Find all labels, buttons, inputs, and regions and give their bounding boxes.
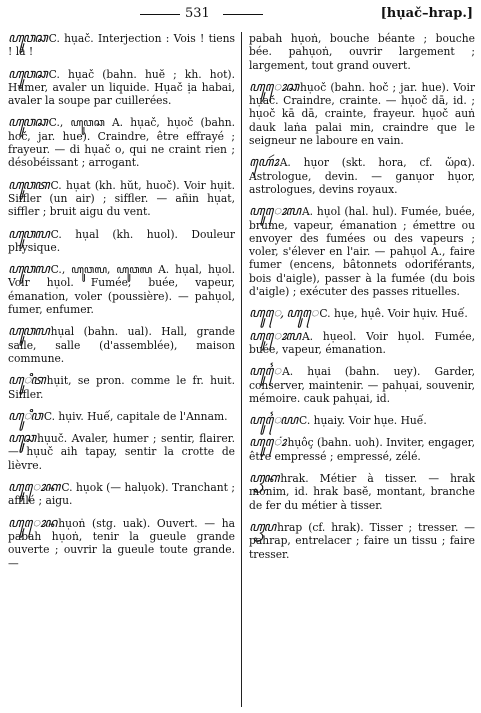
entry-text: C. hụiv. Huế, capitale de l'Annam.: [43, 409, 228, 423]
script-glyph: ꦲꦸꦶꦠ: [8, 373, 45, 389]
script-glyph: ꦲꦸꦮꦕ: [8, 115, 47, 131]
dictionary-entry: [249, 330, 475, 357]
entry-text: C., ꦲꦸꦮꦭ, ꦲꦸꦮꦭ A. hụal, hụol. Voir hụol. Fumée, buée, vapeur, émanation, voler (poussière). — pahụol, fumer, enfumer.: [8, 263, 235, 317]
entry-text: A. hụeol. Voir hụol. Fumée, buée, vapeur, émanation.: [249, 329, 475, 356]
entry-text: C. hụač (bahn. huĕ ; kh. hot). Humer, avaler un liquide. Hụač ịa habai, avaler la soupe par cuillerées.: [8, 67, 235, 108]
header-rule-right: [223, 14, 263, 15]
entry-text: hụuč. Avaler, humer ; sentir, flairer. — hụuč aih tapay, sentir la crotte de lièvre.: [8, 432, 235, 472]
page-number: 531: [185, 6, 210, 21]
dictionary-entry: [249, 205, 475, 298]
script-glyph: ꦲꦸꦮꦠ: [8, 177, 49, 193]
dictionary-entry: [8, 432, 235, 472]
script-glyph: ꦲꦸꦺꦴꦏ: [8, 480, 60, 496]
entry-text: hụoč (bahn. hoč ; jar. hue). Voir hụač. Craindre, crainte. — hụoč dā, id. ; hụoč kā dā, crainte, frayeur. hụoč auṅ dauk laṅa palai min, craindre que le seigneur ne laboure en vain.: [249, 80, 475, 148]
entry-text: hụoṅ (stg. uak). Ouvert. — ha pabah hụoṅ, tenir la gueule grande ouverte ; ouvrir la gueule toute grande. —: [8, 516, 235, 570]
script-glyph: ꦲꦸꦮꦭ: [8, 324, 49, 340]
dictionary-entry: [249, 32, 475, 72]
dictionary-entry: [249, 156, 475, 196]
entry-text: C., ꦲꦸꦮꦕ A. hụač, hụoč (bahn. hoč, jar. hue). Craindre, être effrayé ; frayeur. — di hụač o, qui ne craint rien ; désobéissant ; arrogant.: [8, 116, 235, 170]
right-column: [249, 32, 475, 570]
script-glyph: ꦲꦽꦥ: [249, 519, 276, 535]
dictionary-entry: [249, 365, 475, 405]
script-glyph: ꦲꦸꦺꦴꦁ: [249, 435, 286, 451]
dictionary-entry: [249, 414, 475, 427]
script-glyph: ꦲꦽꦏ: [249, 471, 279, 487]
entry-text: A. hụai (bahn. uey). Garder, conserver, maintenir. — pahụai, souvenir, mémoire. cauk pahụai, id.: [249, 365, 475, 405]
running-head: [hụač–hrap.]: [380, 6, 473, 21]
script-glyph: ꦲꦸꦶꦮ: [8, 408, 42, 424]
header-rule-left: [140, 14, 180, 15]
dictionary-entry: [249, 436, 475, 463]
script-glyph: ꦲꦸꦺꦴꦕ: [249, 79, 298, 95]
dictionary-entry: [8, 374, 235, 401]
dictionary-entry: [8, 410, 235, 423]
script-glyph: ꦲꦸꦮꦭ: [8, 226, 49, 242]
entry-text: A. hụor (skt. hora, cf. ὥρα). Astrologue, devin. — ganụor hụor, astrologues, devins royaux.: [249, 156, 475, 196]
entry-text: C. hụat (kh. hŭt, huoč). Voir hụit. Siffler (un air) ; siffler. — añin hụat, siffler ; bruit aigu du vent.: [8, 178, 235, 219]
entry-text: C. hụaiy. Voir hụe. Huế.: [299, 414, 427, 428]
script-glyph: ꦲꦸꦺꦴꦭ: [249, 204, 300, 220]
script-glyph: ꦲꦸꦻꦪ: [249, 413, 298, 429]
script-glyph: ꦲꦸꦮꦕ: [8, 31, 47, 46]
script-glyph: ꦲꦺꦴꦂ: [249, 155, 278, 171]
entry-text: C. hụe, hụê. Voir hụiv. Huế.: [319, 307, 468, 321]
entry-text: C. hụač. Interjection : Vois ! tiens ! là !: [8, 32, 235, 59]
entry-text: A. hụol (hal. hul). Fumée, buée, brume, vapeur, émanation ; émettre ou envoyer des fumées ou des vapeurs ; voler, s'élever en l'air. — pahụol A., faire fumer (encens, bâtonnets odoriférants, bois d'aigle), passer à la fumée (du bois d'aigle) ; exécuter des passes rituelles.: [249, 205, 475, 299]
dictionary-entry: [8, 325, 235, 365]
dictionary-entry: [8, 517, 235, 570]
script-glyph: ꦲꦸꦸꦕ: [8, 431, 36, 447]
script-glyph: ꦲꦸꦺ, ꦲꦸꦺ: [249, 306, 318, 322]
dictionary-entry: [249, 81, 475, 147]
dictionary-entry: [8, 116, 235, 169]
entry-text: C. hụal (kh. huol). Douleur physique.: [8, 227, 235, 254]
dictionary-entry: [249, 521, 475, 561]
entry-text: hụal (bahn. ual). Hall, grande salle, salle (d'assemblée), maison commune.: [8, 325, 235, 365]
entry-text: C. hụok (— halụok). Tranchant ; affilé ; aigu.: [8, 481, 235, 508]
entry-text: hrak. Métier à tisser. — hrak mơnim, id. hrak basĕ, montant, branche de fer du métier à tisser.: [249, 472, 475, 512]
dictionary-entry: [8, 179, 235, 219]
dictionary-entry: [8, 481, 235, 508]
dictionary-entry: [8, 228, 235, 255]
entry-text: pabah hụoṅ, bouche béante ; bouche bée. pahụoṅ, ouvrir largement ; largement, tout grand ouvert.: [249, 32, 475, 72]
script-glyph: ꦲꦸꦻ: [249, 364, 281, 380]
column-divider: [241, 32, 242, 707]
entry-text: hụôç (bahn. uoh). Inviter, engager, être empressé ; empressé, zélé.: [249, 436, 475, 463]
dictionary-entry: [8, 68, 235, 108]
script-glyph: ꦲꦸꦮꦭ: [8, 262, 49, 278]
left-column: [8, 32, 235, 579]
entry-text: hrap (cf. hrak). Tisser ; tresser. — pahrap, entrelacer ; faire un tissu ; faire tresser.: [249, 520, 475, 561]
script-glyph: ꦲꦸꦺꦴꦭ: [249, 328, 300, 344]
script-glyph: ꦲꦸꦺꦴꦤ: [8, 515, 57, 531]
dictionary-entry: [249, 472, 475, 512]
page-header: [0, 4, 481, 26]
script-glyph: ꦲꦸꦮꦕ: [8, 66, 47, 82]
dictionary-entry: [249, 307, 475, 320]
entry-text: hụit, se pron. comme le fr. huit. Siffler.: [8, 374, 235, 401]
dictionary-entry: [8, 263, 235, 316]
dictionary-entry: [8, 32, 235, 59]
